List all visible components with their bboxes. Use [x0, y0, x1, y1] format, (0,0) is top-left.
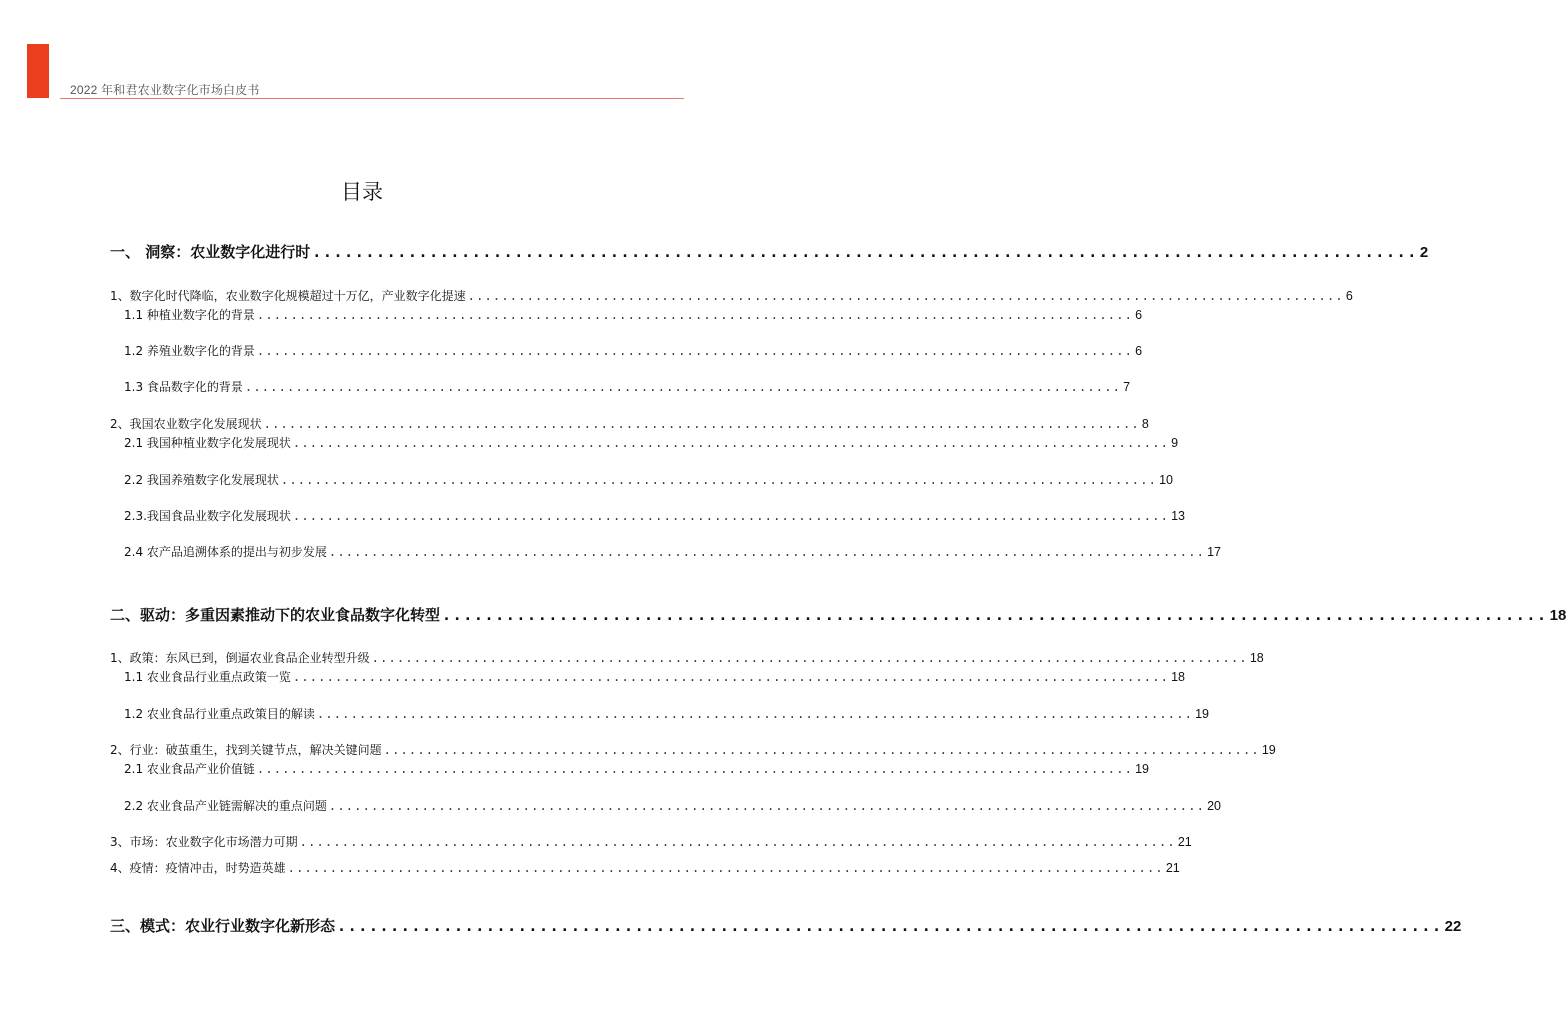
toc-entry-2b-1-2[interactable]	[124, 705, 1209, 722]
dot-leader: ........................................................................................................	[244, 380, 1122, 394]
toc-entry-label: 2.2 农业食品产业链需解决的重点问题	[124, 799, 327, 813]
toc-entry-2b-3[interactable]	[110, 833, 1192, 850]
toc-page-number: 22	[1444, 918, 1462, 935]
toc-page-number: 19	[1261, 743, 1276, 757]
dot-leader: ........................................................................................................	[287, 861, 1164, 875]
toc-page-number: 7	[1123, 380, 1131, 394]
toc-page-number: 6	[1135, 308, 1143, 322]
dot-leader: ........................................................................................................	[467, 289, 1344, 303]
toc-entry-2b-2-1[interactable]	[124, 760, 1149, 777]
toc-page-number: 18	[1171, 670, 1185, 684]
toc-entry-label: 二、驱动：多重因素推动下的农业食品数字化转型	[110, 606, 441, 624]
toc-entry-label: 一、 洞察：农业数字化进行时	[110, 243, 311, 261]
toc-entry-2-2[interactable]	[124, 471, 1173, 488]
toc-entry-label: 2.1 农业食品产业价值链	[124, 762, 255, 776]
dot-leader: ........................................................................................................	[299, 835, 1176, 849]
toc-entry-label: 1、政策：东风已到，倒逼农业食品企业转型升级	[110, 651, 370, 665]
toc-entry-label: 2.2 我国养殖数字化发展现状	[124, 473, 279, 487]
toc-entry-2[interactable]	[110, 415, 1149, 432]
toc-entry-2-1[interactable]	[124, 434, 1179, 451]
toc-entry-1[interactable]	[110, 287, 1353, 304]
dot-leader: ........................................................................................................	[256, 344, 1134, 358]
toc-entry-label: 1.1 农业食品行业重点政策一览	[124, 670, 291, 684]
dot-leader: ........................................................................................................	[280, 473, 1158, 487]
toc-entry-label: 2.1 我国种植业数字化发展现状	[124, 436, 291, 450]
toc-entry-2b-1[interactable]	[110, 649, 1264, 666]
dot-leader: ........................................................................................................	[328, 545, 1206, 559]
dot-leader: ........................................................................................................	[256, 308, 1134, 322]
toc-entry-2b-1-1[interactable]	[124, 668, 1185, 685]
toc-page-number: 17	[1207, 545, 1221, 559]
dot-leader: ........................................................................................................	[337, 917, 1443, 935]
toc-page-number: 21	[1165, 861, 1180, 875]
toc-entry-2b-2-2[interactable]	[124, 797, 1221, 814]
dot-leader: ........................................................................................................	[371, 651, 1248, 665]
dot-leader: ........................................................................................................	[292, 670, 1170, 684]
toc-page-number: 19	[1195, 707, 1209, 721]
toc-entry-label: 2、我国农业数字化发展现状	[110, 417, 262, 431]
toc-entry-2b-2[interactable]	[110, 741, 1276, 758]
toc-page-number: 8	[1141, 417, 1149, 431]
toc-entry-2b-4[interactable]	[110, 859, 1180, 876]
toc-entry-chapter-1[interactable]	[110, 241, 1429, 262]
dot-leader: ........................................................................................................	[383, 743, 1260, 757]
toc-entry-chapter-3[interactable]	[110, 915, 1462, 936]
toc-page-number: 18	[1249, 651, 1264, 665]
toc-entry-label: 4、疫情：疫情冲击，时势造英雄	[110, 861, 286, 875]
toc-page-number: 13	[1171, 509, 1185, 523]
toc-entry-label: 三、模式：农业行业数字化新形态	[110, 917, 336, 935]
toc-entry-label: 2.4 农产品追溯体系的提出与初步发展	[124, 545, 327, 559]
dot-leader: ........................................................................................................	[256, 762, 1134, 776]
toc-page-number: 19	[1135, 762, 1149, 776]
dot-leader: ........................................................................................................	[292, 509, 1170, 523]
toc-entry-label: 1.3 食品数字化的背景	[124, 380, 243, 394]
toc-entry-label: 2.3.我国食品业数字化发展现状	[124, 509, 291, 523]
toc-entry-label: 1.1 种植业数字化的背景	[124, 308, 255, 322]
toc-page-number: 9	[1171, 436, 1179, 450]
toc-page-number: 2	[1419, 244, 1429, 261]
toc-title: 目录	[341, 180, 383, 204]
toc-page-number: 6	[1135, 344, 1143, 358]
toc-page-number: 6	[1345, 289, 1353, 303]
dot-leader: ........................................................................................................	[292, 436, 1170, 450]
toc-page-number: 10	[1159, 473, 1173, 487]
dot-leader: ........................................................................................................	[316, 707, 1194, 721]
toc-entry-chapter-2[interactable]	[110, 604, 1566, 625]
toc-page-number: 21	[1177, 835, 1192, 849]
dot-leader: ........................................................................................................	[263, 417, 1140, 431]
toc-entry-2-3[interactable]	[124, 507, 1185, 524]
toc-entry-label: 1.2 农业食品行业重点政策目的解读	[124, 707, 315, 721]
dot-leader: ........................................................................................................	[442, 606, 1548, 624]
toc-entry-label: 1、数字化时代降临，农业数字化规模超过十万亿，产业数字化提速	[110, 289, 466, 303]
toc-entry-label: 3、市场：农业数字化市场潜力可期	[110, 835, 298, 849]
toc-entry-label: 2、行业：破茧重生，找到关键节点，解决关键问题	[110, 743, 382, 757]
toc-entry-1-1[interactable]	[124, 306, 1143, 323]
toc-entry-1-2[interactable]	[124, 342, 1143, 359]
toc-entry-label: 1.2 养殖业数字化的背景	[124, 344, 255, 358]
toc-page-number: 20	[1207, 799, 1221, 813]
toc-entry-2-4[interactable]	[124, 543, 1221, 560]
dot-leader: ........................................................................................................	[312, 243, 1418, 261]
toc-page-number: 18	[1549, 607, 1566, 624]
document-header-title: 2022 年和君农业数字化市场白皮书	[70, 83, 260, 97]
dot-leader: ........................................................................................................	[328, 799, 1206, 813]
toc-entry-1-3[interactable]	[124, 378, 1131, 395]
